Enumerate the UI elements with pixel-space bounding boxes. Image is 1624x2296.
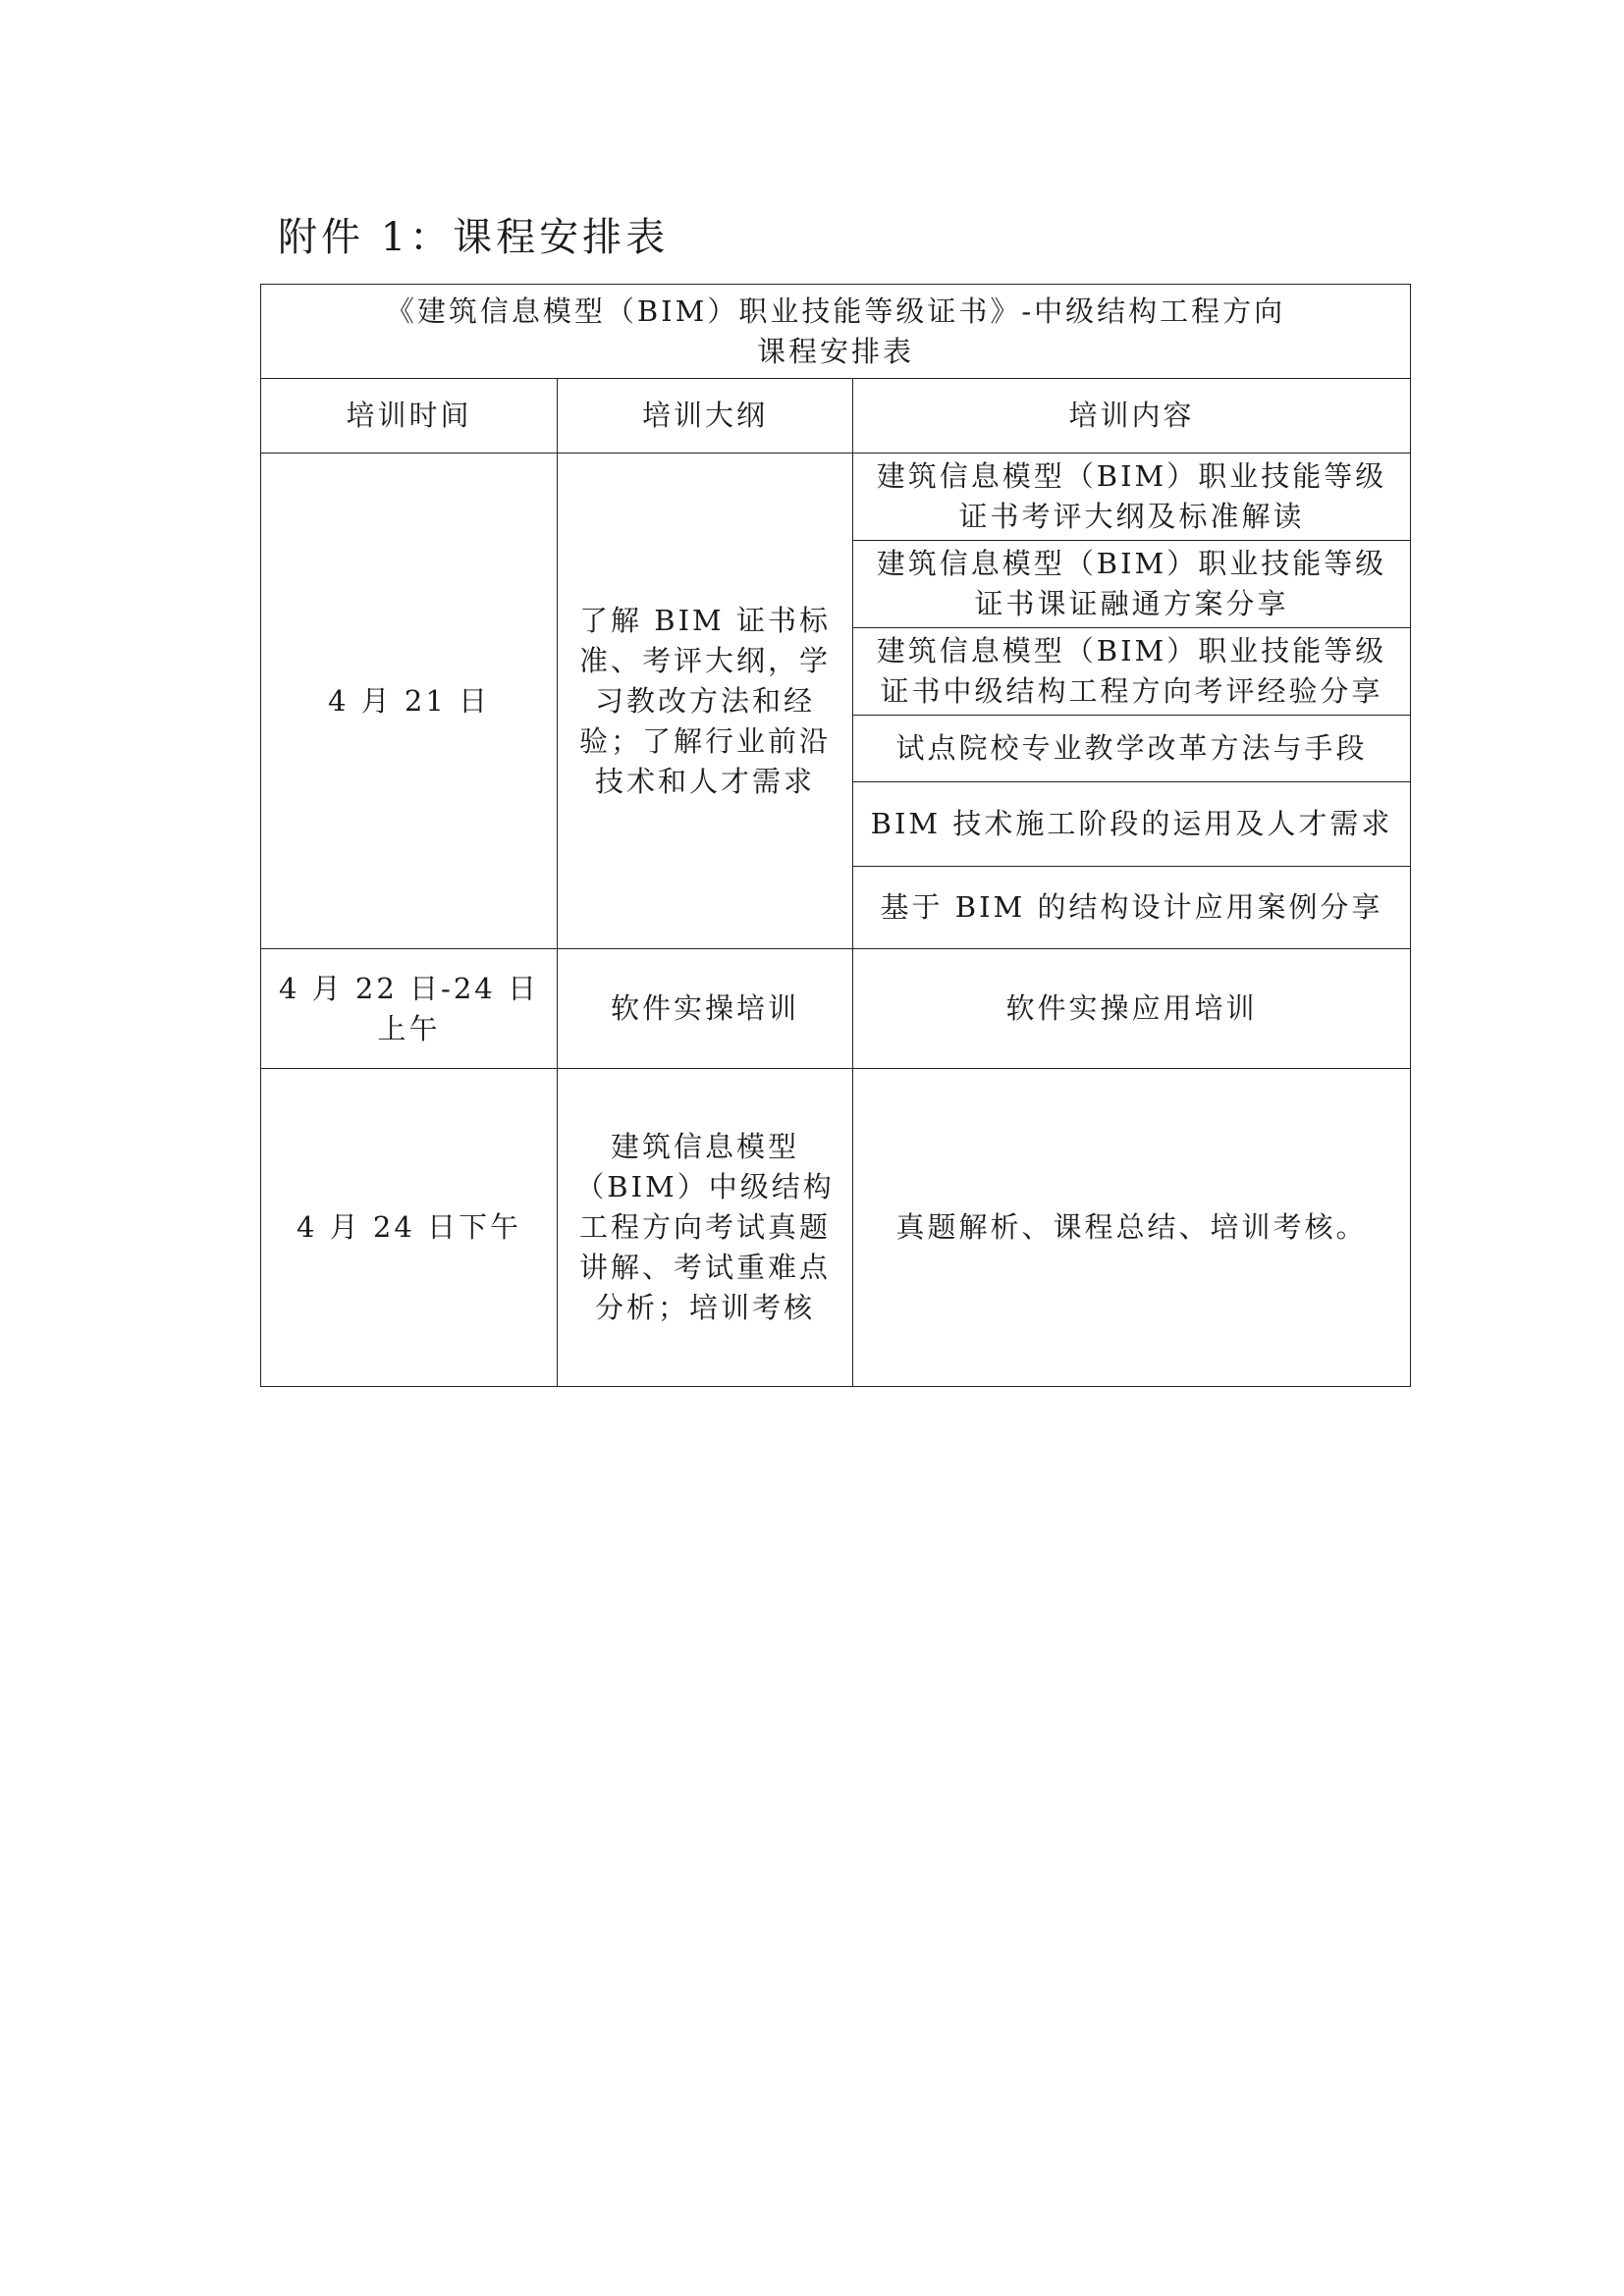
day2-content-cell: 软件实操应用培训 (853, 949, 1411, 1069)
day1-time-cell: 4 月 21 日 (261, 454, 558, 949)
day3-content-cell: 真题解析、课程总结、培训考核。 (853, 1069, 1411, 1387)
table-row (261, 454, 1411, 541)
table-title-line2: 课程安排表 (757, 334, 915, 368)
table-title-line1: 《建筑信息模型（BIM）职业技能等级证书》-中级结构工程方向 (385, 294, 1286, 328)
day1-content-item: 试点院校专业教学改革方法与手段 (853, 716, 1411, 782)
day1-outline-text: 了解 BIM 证书标准、考评大纲，学习教改方法和经验；了解行业前沿技术和人才需求 (578, 603, 831, 798)
day1-content-item: BIM 技术施工阶段的运用及人才需求 (853, 782, 1411, 867)
table-header-row (261, 379, 1411, 454)
day3-time-cell: 4 月 24 日下午 (261, 1069, 558, 1387)
day1-content-item: 建筑信息模型（BIM）职业技能等级证书考评大纲及标准解读 (853, 454, 1411, 541)
page-heading: 附件 1：课程安排表 (278, 215, 670, 260)
table-row (261, 1069, 1411, 1387)
header-outline: 培训大纲 (558, 379, 853, 454)
day3-outline-cell (558, 1069, 853, 1387)
day1-content-item: 建筑信息模型（BIM）职业技能等级证书中级结构工程方向考评经验分享 (853, 628, 1411, 716)
day1-outline-cell (558, 454, 853, 949)
day3-outline-text: 建筑信息模型（BIM）中级结构工程方向考试真题讲解、考试重难点分析；培训考核 (575, 1130, 835, 1324)
day2-outline-cell: 软件实操培训 (558, 949, 853, 1069)
day1-content-item: 基于 BIM 的结构设计应用案例分享 (853, 867, 1411, 949)
day2-time-cell: 4 月 22 日-24 日上午 (261, 949, 558, 1069)
table-title-cell (261, 285, 1411, 379)
course-schedule-table (260, 284, 1411, 1387)
day1-content-item: 建筑信息模型（BIM）职业技能等级证书课证融通方案分享 (853, 541, 1411, 628)
table-row (261, 949, 1411, 1069)
header-content: 培训内容 (853, 379, 1411, 454)
header-time: 培训时间 (261, 379, 558, 454)
table-title-row (261, 285, 1411, 379)
